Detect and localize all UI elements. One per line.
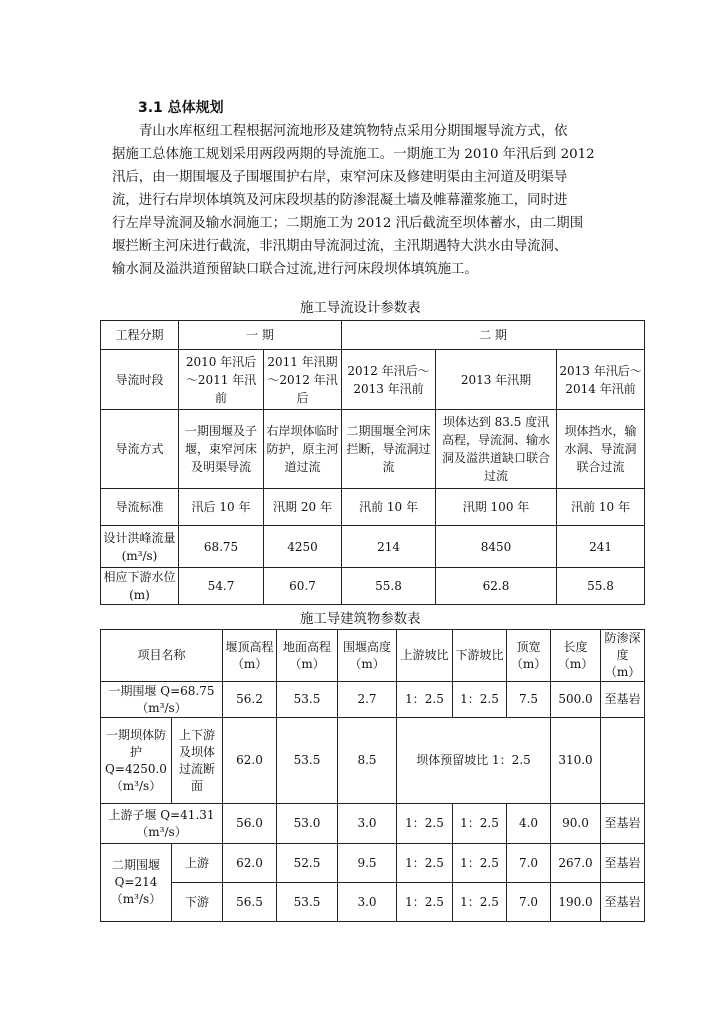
table-cell: 52.5	[277, 844, 338, 883]
table-cell: 2013 年汛后～2014 年汛前	[557, 350, 645, 410]
table-header-cell: 二 期	[342, 321, 645, 350]
table-row	[101, 718, 645, 804]
table-cell: 1：2.5	[453, 844, 507, 883]
table-cell: 汛期 20 年	[264, 489, 342, 526]
table-cell: 1：2.5	[397, 804, 453, 844]
diversion-structures-table	[100, 629, 645, 922]
table-cell: 汛期 100 年	[436, 489, 557, 526]
table-cell: 241	[557, 526, 645, 568]
row-label: 设计洪峰流量(m³/s)	[101, 526, 179, 568]
table-cell: 267.0	[551, 844, 601, 883]
table-header-cell: 下游坡比	[453, 630, 507, 682]
table-cell: 53.5	[277, 883, 338, 922]
table-cell: 至基岩	[601, 682, 645, 718]
table-cell: 62.8	[436, 568, 557, 605]
table-cell: 1：2.5	[397, 682, 453, 718]
table-cell: 汛前 10 年	[342, 489, 436, 526]
row-label: 二期围堰 Q=214（m³/s）	[101, 844, 172, 922]
table-cell: 310.0	[551, 718, 601, 804]
table-cell: 62.0	[223, 844, 277, 883]
table-cell: 2013 年汛期	[436, 350, 557, 410]
table-cell: 8450	[436, 526, 557, 568]
table-cell: 53.5	[277, 682, 338, 718]
table2-caption: 施工导建筑物参数表	[300, 612, 421, 627]
table-cell: 一期围堰及子堰，束窄河床及明渠导流	[179, 410, 264, 489]
section-heading: 3.1 总体规划	[138, 100, 224, 116]
table-cell: 3.0	[338, 804, 397, 844]
table-cell: 1：2.5	[453, 804, 507, 844]
paragraph-line: 行左岸导流洞及输水洞施工；二期施工为 2012 汛后截流至坝体蓄水，由二期围	[112, 216, 584, 231]
table-cell: 190.0	[551, 883, 601, 922]
table-header-cell: 堰顶高程（m）	[223, 630, 277, 682]
paragraph-line: 流，进行右岸坝体填筑及河床段坝基的防渗混凝土墙及帷幕灌浆施工，同时进	[112, 193, 568, 208]
row-label: 上游子堰 Q=41.31（m³/s）	[101, 804, 223, 844]
table-header-cell: 长度（m）	[551, 630, 601, 682]
row-label: 相应下游水位(m)	[101, 568, 179, 605]
table-row	[101, 489, 645, 526]
table-cell: 54.7	[179, 568, 264, 605]
table-row	[101, 883, 645, 922]
table-cell: 4250	[264, 526, 342, 568]
table-cell: 至基岩	[601, 804, 645, 844]
table-cell: 55.8	[557, 568, 645, 605]
paragraph-line: 输水洞及溢洪道预留缺口联合过流,进行河床段坝体填筑施工。	[112, 262, 478, 277]
paragraph-line: 汛后，由一期围堰及子围堰围护右岸，束窄河床及修建明渠由主河道及明渠导	[112, 170, 568, 185]
table-cell: 8.5	[338, 718, 397, 804]
table-cell: 7.0	[507, 844, 551, 883]
table-cell: 214	[342, 526, 436, 568]
table-cell: 56.5	[223, 883, 277, 922]
table-cell: 68.75	[179, 526, 264, 568]
table-cell: 坝体挡水，输水洞、导流洞联合过流	[557, 410, 645, 489]
table-cell: 坝体达到 83.5 度汛高程，导流洞、输水洞及溢洪道缺口联合过流	[436, 410, 557, 489]
table-cell: 53.5	[277, 718, 338, 804]
table-cell: 500.0	[551, 682, 601, 718]
table-row	[101, 526, 645, 568]
table-row	[101, 568, 645, 605]
table-cell: 9.5	[338, 844, 397, 883]
table-cell: 62.0	[223, 718, 277, 804]
table-header-cell: 顶宽（m）	[507, 630, 551, 682]
row-label: 一期坝体防护 Q=4250.0（m³/s）	[101, 718, 172, 804]
table-cell: 4.0	[507, 804, 551, 844]
row-label: 导流方式	[101, 410, 179, 489]
table-cell: 53.0	[277, 804, 338, 844]
table-cell: 右岸坝体临时防护，原主河道过流	[264, 410, 342, 489]
table-cell: 汛后 10 年	[179, 489, 264, 526]
table-cell	[601, 718, 645, 804]
table-cell: 二期围堰全河床拦断，导流洞过流	[342, 410, 436, 489]
table-cell: 2.7	[338, 682, 397, 718]
table-cell: 1：2.5	[397, 883, 453, 922]
table-cell: 7.5	[507, 682, 551, 718]
table-cell: 至基岩	[601, 844, 645, 883]
table-row	[101, 630, 645, 682]
diversion-design-table	[100, 320, 645, 605]
table-row	[101, 410, 645, 489]
paragraph-line: 青山水库枢纽工程根据河流地形及建筑物特点采用分期围堰导流方式，依	[139, 124, 568, 139]
body-paragraph	[112, 120, 618, 281]
table-cell: 坝体预留坡比 1：2.5	[397, 718, 551, 804]
table-cell: 56.0	[223, 804, 277, 844]
table-cell: 56.2	[223, 682, 277, 718]
row-label: 导流时段	[101, 350, 179, 410]
table-cell: 90.0	[551, 804, 601, 844]
table-cell: 2011 年汛期～2012 年汛后	[264, 350, 342, 410]
table-header-cell: 防渗深度（m）	[601, 630, 645, 682]
table-cell: 至基岩	[601, 883, 645, 922]
table-header-cell: 围堰高度（m）	[338, 630, 397, 682]
table-cell: 1：2.5	[453, 682, 507, 718]
table-cell: 60.7	[264, 568, 342, 605]
table-header-cell: 一 期	[179, 321, 342, 350]
table-row	[101, 804, 645, 844]
table-row	[101, 350, 645, 410]
table-header-cell: 项目名称	[101, 630, 223, 682]
row-label: 导流标准	[101, 489, 179, 526]
table-cell: 7.0	[507, 883, 551, 922]
paragraph-line: 据施工总体施工规划采用两段两期的导流施工。一期施工为 2010 年汛后到 2012	[112, 147, 595, 162]
table-row	[101, 844, 645, 883]
table-row	[101, 682, 645, 718]
table1-caption: 施工导流设计参数表	[300, 301, 421, 316]
table-header-cell: 上游坡比	[397, 630, 453, 682]
row-sublabel: 下游	[172, 883, 223, 922]
row-sublabel: 上下游及坝体过流断面	[172, 718, 223, 804]
table-cell: 汛前 10 年	[557, 489, 645, 526]
table-cell: 55.8	[342, 568, 436, 605]
table-cell: 2010 年汛后～2011 年汛前	[179, 350, 264, 410]
table-cell: 3.0	[338, 883, 397, 922]
paragraph-line: 堰拦断主河床进行截流，非汛期由导流洞过流，主汛期遇特大洪水由导流洞、	[112, 239, 568, 254]
table-header-cell: 地面高程（m）	[277, 630, 338, 682]
table-cell: 2012 年汛后～2013 年汛前	[342, 350, 436, 410]
table-cell: 1：2.5	[453, 883, 507, 922]
row-sublabel: 上游	[172, 844, 223, 883]
row-label: 一期围堰 Q=68.75（m³/s）	[101, 682, 223, 718]
table-cell: 1：2.5	[397, 844, 453, 883]
table-row	[101, 321, 645, 350]
table-header-cell: 工程分期	[101, 321, 179, 350]
